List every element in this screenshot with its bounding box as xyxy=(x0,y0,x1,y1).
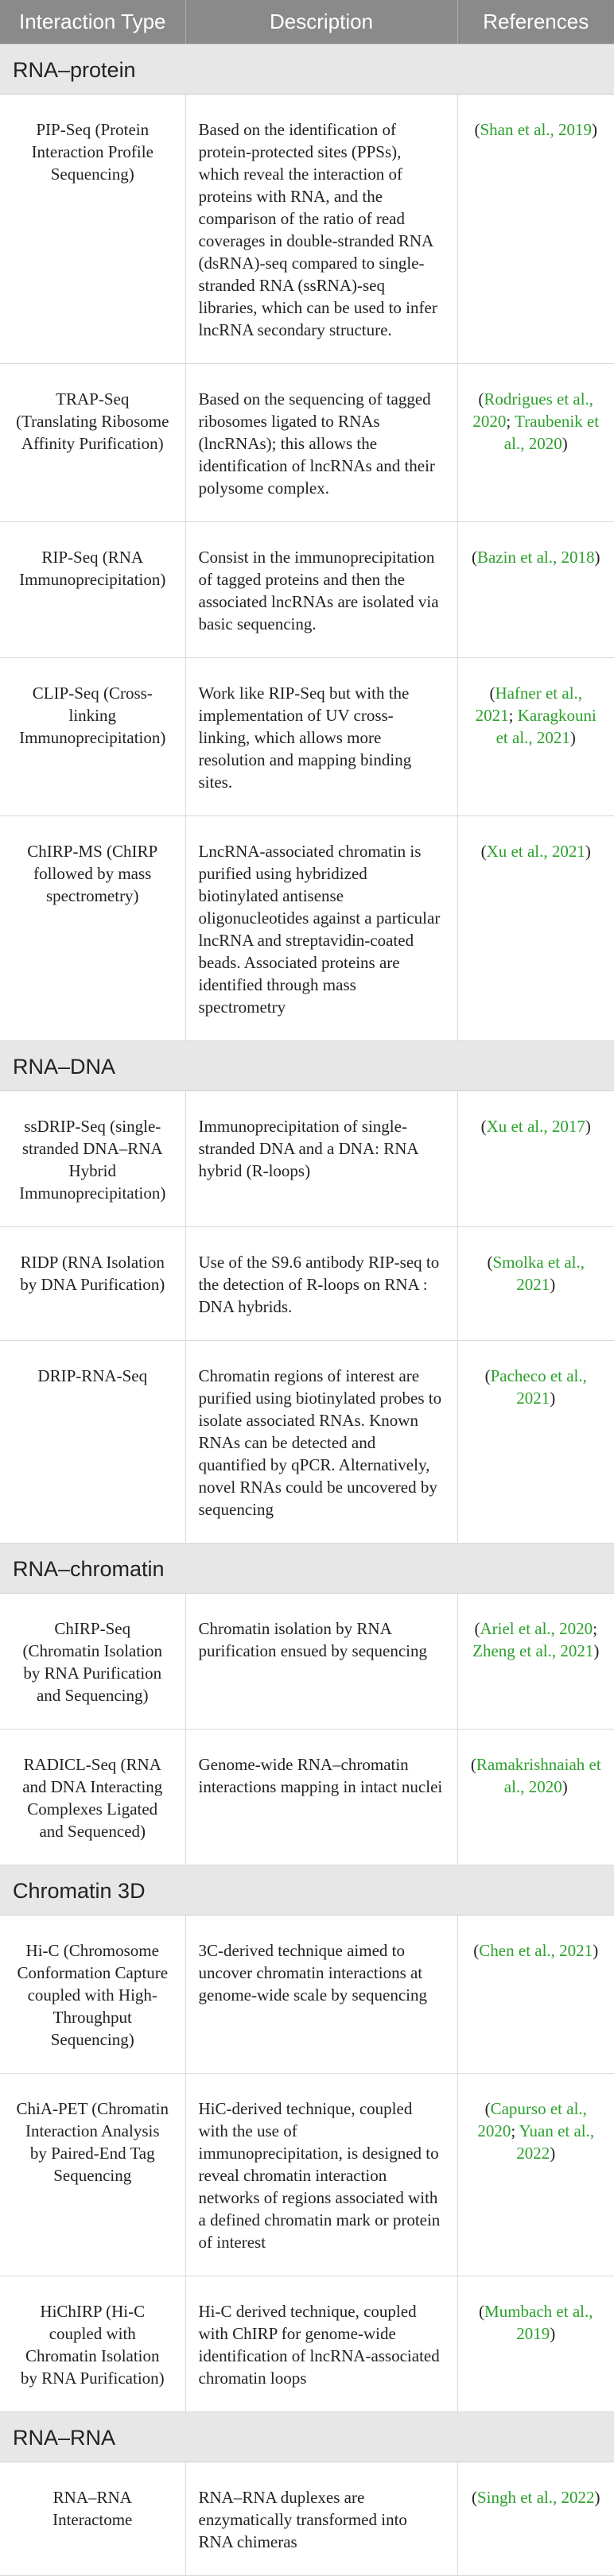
close-paren: ) xyxy=(585,1117,591,1136)
description-cell: Work like RIP-Seq but with the implementation of UV cross-linking, which allows more resolution and mapping binding sites. xyxy=(185,658,457,816)
reference-link[interactable]: Smolka et al., 2021 xyxy=(492,1253,585,1294)
header-references: References xyxy=(457,0,614,45)
close-paren: ) xyxy=(562,1777,568,1796)
reference-link[interactable]: Shan et al., 2019 xyxy=(480,120,593,139)
interaction-type-cell: RADICL-Seq (RNA and DNA Interacting Complexes Ligated and Sequenced) xyxy=(0,1730,185,1865)
section-title: RNA–RNA xyxy=(0,2412,614,2462)
reference-separator: ; xyxy=(508,706,518,725)
table-row xyxy=(0,2074,614,2276)
references-cell xyxy=(457,95,614,364)
references-cell xyxy=(457,2276,614,2412)
table-row xyxy=(0,658,614,816)
section-row xyxy=(0,1041,614,1091)
description-cell: RNA–RNA duplexes are enzymatically transformed into RNA chimeras xyxy=(185,2462,457,2576)
references-cell xyxy=(457,1916,614,2074)
open-paren: ( xyxy=(479,2302,485,2321)
table-row xyxy=(0,1091,614,1227)
interaction-type-cell: RIP-Seq (RNA Immunoprecipitation) xyxy=(0,522,185,658)
description-cell: Genome-wide RNA–chromatin interactions mapping in intact nuclei xyxy=(185,1730,457,1865)
open-paren: ( xyxy=(484,1366,491,1385)
close-paren: ) xyxy=(550,2324,556,2343)
section-row xyxy=(0,45,614,95)
references-cell xyxy=(457,1594,614,1730)
table-row xyxy=(0,816,614,1041)
table-row xyxy=(0,364,614,522)
references-cell xyxy=(457,1341,614,1544)
close-paren: ) xyxy=(594,548,600,567)
reference-separator: ; xyxy=(593,1619,598,1638)
description-cell: HiC-derived technique, coupled with the use of immunoprecipitation, is designed to reveal chromatin interaction networks of regions associated with a defined chromatin mark or protein of interest xyxy=(185,2074,457,2276)
interaction-type-cell: ssDRIP-Seq (single-stranded DNA–RNA Hybrid Immunoprecipitation) xyxy=(0,1091,185,1227)
description-cell: Use of the S9.6 antibody RIP-seq to the detection of R-loops on RNA : DNA hybrids. xyxy=(185,1227,457,1341)
reference-link[interactable]: Chen et al., 2021 xyxy=(479,1941,593,1960)
description-cell: Based on the identification of protein-protected sites (PPSs), which reveal the interaction of proteins with RNA, and the comparison of the ratio of read coverages in double-stranded RNA (dsRNA)-seq compared to single-stranded RNA (ssRNA)-seq libraries, which can be used to infer lncRNA secondary structure. xyxy=(185,95,457,364)
references-cell xyxy=(457,522,614,658)
close-paren: ) xyxy=(550,1389,556,1408)
section-title: RNA–protein xyxy=(0,45,614,95)
table-row xyxy=(0,2462,614,2576)
close-paren: ) xyxy=(593,1941,599,1960)
references-cell xyxy=(457,1730,614,1865)
reference-link[interactable]: Xu et al., 2017 xyxy=(486,1117,585,1136)
references-cell xyxy=(457,816,614,1041)
section-title: RNA–chromatin xyxy=(0,1544,614,1594)
reference-link[interactable]: Capurso et al., 2020 xyxy=(477,2099,587,2140)
description-cell: Consist in the immunoprecipitation of tagged proteins and then the associated lncRNAs are isolated via basic sequencing. xyxy=(185,522,457,658)
table-row xyxy=(0,2276,614,2412)
section-row xyxy=(0,1544,614,1594)
interaction-type-cell: ChIRP-MS (ChIRP followed by mass spectrometry) xyxy=(0,816,185,1041)
references-cell xyxy=(457,364,614,522)
table-row xyxy=(0,1341,614,1544)
table-row xyxy=(0,1227,614,1341)
header-row xyxy=(0,0,614,45)
open-paren: ( xyxy=(471,548,477,567)
open-paren: ( xyxy=(474,120,480,139)
reference-separator: ; xyxy=(511,2121,519,2140)
reference-link[interactable]: Mumbach et al., 2019 xyxy=(484,2302,593,2343)
table-row xyxy=(0,95,614,364)
reference-link[interactable]: Bazin et al., 2018 xyxy=(476,548,595,567)
interaction-type-cell: Hi-C (Chromosome Conformation Capture coupled with High-Throughput Sequencing) xyxy=(0,1916,185,2074)
reference-link[interactable]: Singh et al., 2022 xyxy=(476,2488,595,2507)
open-paren: ( xyxy=(478,389,484,409)
table-body xyxy=(0,45,614,2576)
description-cell: Immunoprecipitation of single-stranded DNA and a DNA: RNA hybrid (R-loops) xyxy=(185,1091,457,1227)
reference-link[interactable]: Traubenik et al., 2020 xyxy=(503,412,600,453)
references-cell xyxy=(457,2074,614,2276)
reference-link[interactable]: Karagkouni et al., 2021 xyxy=(495,706,597,747)
interaction-type-cell: RIDP (RNA Isolation by DNA Purification) xyxy=(0,1227,185,1341)
table-row xyxy=(0,522,614,658)
open-paren: ( xyxy=(470,1755,476,1774)
reference-link[interactable]: Rodrigues et al., 2020 xyxy=(472,389,594,431)
description-cell: Based on the sequencing of tagged ribosomes ligated to RNAs (lncRNAs); this allows the identification of lncRNAs and their polysome complex. xyxy=(185,364,457,522)
description-cell: Chromatin isolation by RNA purification ensued by sequencing xyxy=(185,1594,457,1730)
open-paren: ( xyxy=(474,1619,480,1638)
close-paren: ) xyxy=(585,842,591,861)
section-row xyxy=(0,2412,614,2462)
reference-link[interactable]: Hafner et al., 2021 xyxy=(475,684,583,725)
close-paren: ) xyxy=(550,1275,556,1294)
description-cell: 3C-derived technique aimed to uncover chromatin interactions at genome-wide scale by sequencing xyxy=(185,1916,457,2074)
description-cell: Chromatin regions of interest are purified using biotinylated probes to isolate associated RNAs. Known RNAs can be detected and quantified by qPCR. Alternatively, novel RNAs could be uncovered by sequencing xyxy=(185,1341,457,1544)
header-interaction-type: Interaction Type xyxy=(0,0,185,45)
section-row xyxy=(0,1865,614,1916)
open-paren: ( xyxy=(487,1253,493,1272)
open-paren: ( xyxy=(473,1941,480,1960)
section-title: RNA–DNA xyxy=(0,1041,614,1091)
reference-link[interactable]: Zheng et al., 2021 xyxy=(472,1641,594,1660)
description-cell: Hi-C derived technique, coupled with ChIRP for genome-wide identification of lncRNA-associated chromatin loops xyxy=(185,2276,457,2412)
open-paren: ( xyxy=(489,684,495,703)
table-row xyxy=(0,1594,614,1730)
reference-link[interactable]: Yuan et al., 2022 xyxy=(516,2121,595,2163)
reference-separator: ; xyxy=(506,412,515,431)
interaction-type-cell: HiChIRP (Hi-C coupled with Chromatin Isolation by RNA Purification) xyxy=(0,2276,185,2412)
close-paren: ) xyxy=(550,2144,556,2163)
description-cell: LncRNA-associated chromatin is purified using hybridized biotinylated antisense oligonucleotides against a particular lncRNA and streptavidin-coated beads. Associated proteins are identified through mass spectrometry xyxy=(185,816,457,1041)
references-cell xyxy=(457,658,614,816)
interaction-type-cell: TRAP-Seq (Translating Ribosome Affinity Purification) xyxy=(0,364,185,522)
interaction-type-cell: ChIRP-Seq (Chromatin Isolation by RNA Purification and Sequencing) xyxy=(0,1594,185,1730)
reference-link[interactable]: Xu et al., 2021 xyxy=(486,842,585,861)
interaction-type-cell: ChiA-PET (Chromatin Interaction Analysis by Paired-End Tag Sequencing xyxy=(0,2074,185,2276)
interaction-type-cell: DRIP-RNA-Seq xyxy=(0,1341,185,1544)
close-paren: ) xyxy=(593,1641,600,1660)
references-cell xyxy=(457,1091,614,1227)
interaction-type-cell: RNA–RNA Interactome xyxy=(0,2462,185,2576)
open-paren: ( xyxy=(471,2488,477,2507)
interaction-type-cell: CLIP-Seq (Cross-linking Immunoprecipitation) xyxy=(0,658,185,816)
header-description: Description xyxy=(185,0,457,45)
table-header xyxy=(0,0,614,45)
reference-link[interactable]: Ariel et al., 2020 xyxy=(480,1619,593,1638)
reference-link[interactable]: Ramakrishnaiah et al., 2020 xyxy=(476,1755,601,1796)
close-paren: ) xyxy=(569,728,576,747)
references-cell xyxy=(457,1227,614,1341)
open-paren: ( xyxy=(480,1117,487,1136)
close-paren: ) xyxy=(594,2488,600,2507)
open-paren: ( xyxy=(480,842,487,861)
close-paren: ) xyxy=(592,120,598,139)
table-row xyxy=(0,1730,614,1865)
close-paren: ) xyxy=(562,434,568,453)
open-paren: ( xyxy=(484,2099,491,2118)
interaction-type-cell: PIP-Seq (Protein Interaction Profile Sequencing) xyxy=(0,95,185,364)
table-row xyxy=(0,1916,614,2074)
reference-link[interactable]: Pacheco et al., 2021 xyxy=(490,1366,587,1408)
references-cell xyxy=(457,2462,614,2576)
section-title: Chromatin 3D xyxy=(0,1865,614,1916)
